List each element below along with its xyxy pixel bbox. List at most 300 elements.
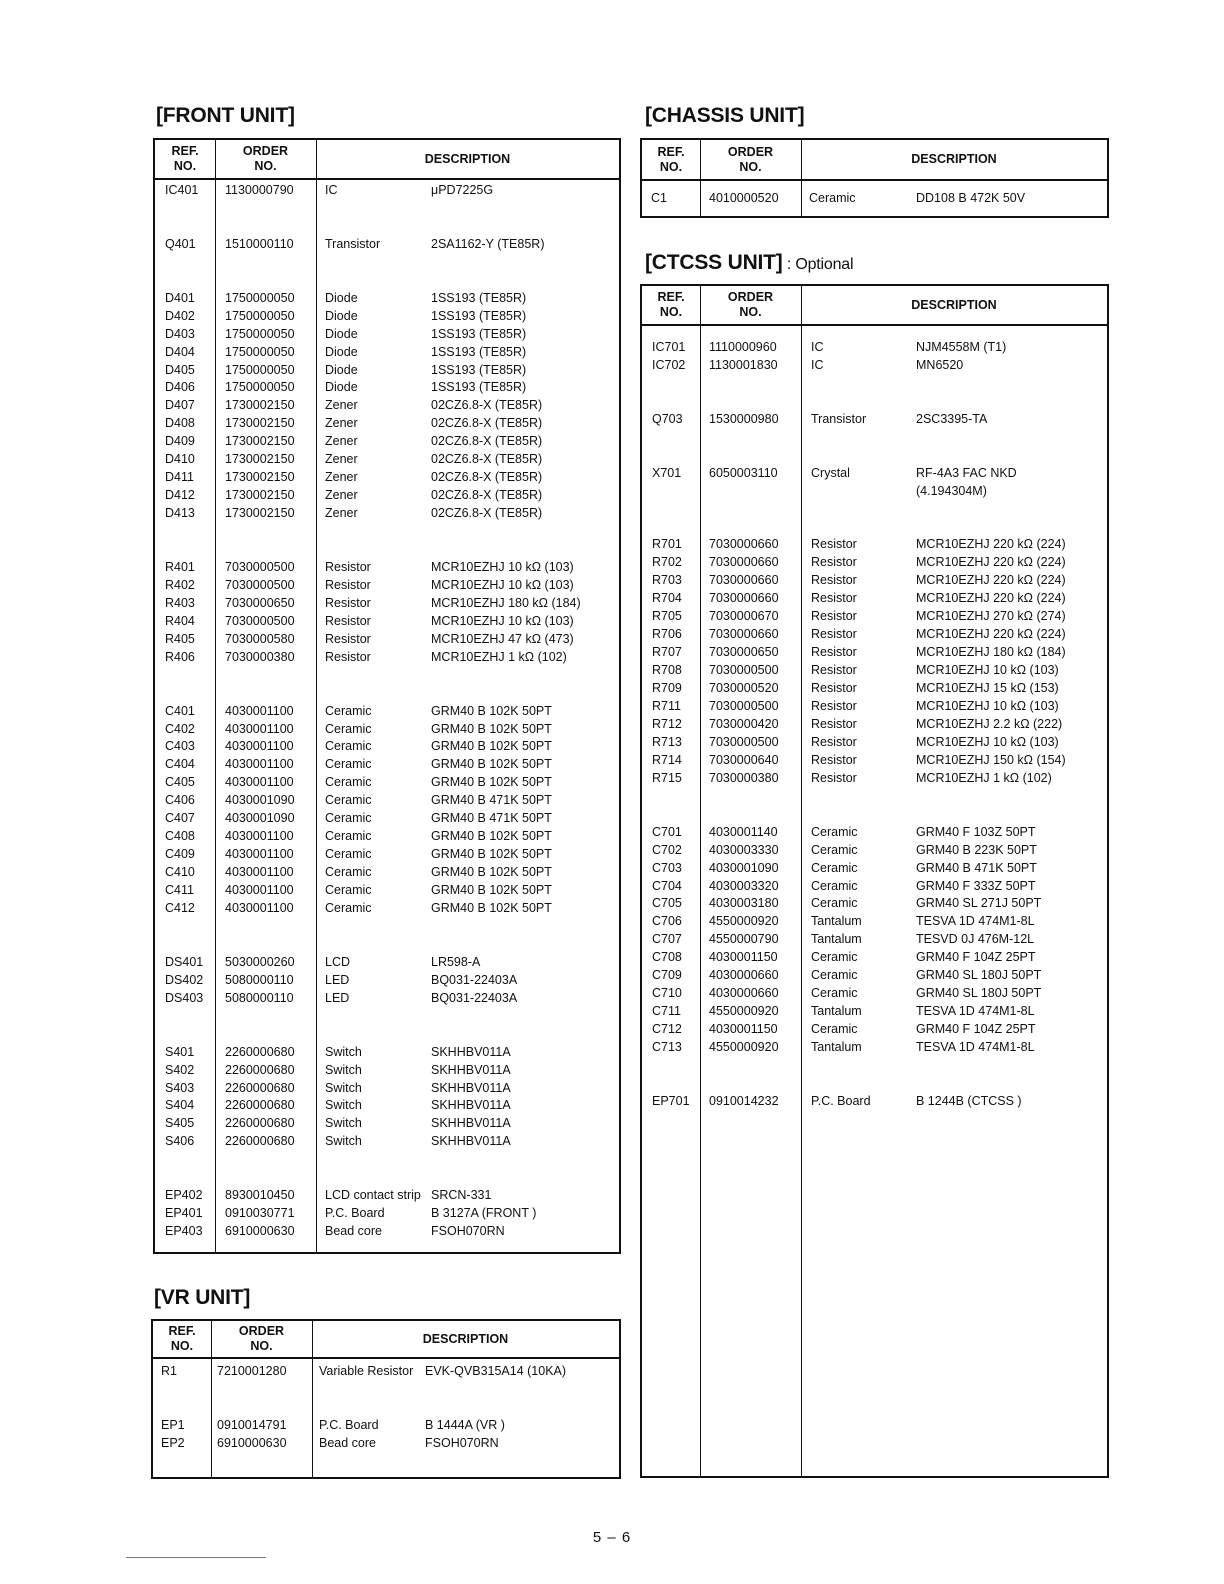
part-spec: MCR10EZHJ 220 kΩ (224): [916, 555, 1066, 570]
part-type: Ceramic: [811, 968, 858, 983]
part-type: Resistor: [811, 699, 857, 713]
part-type: IC: [811, 340, 824, 354]
part-spec: MCR10EZHJ 1 kΩ (102): [431, 649, 567, 664]
part-type: Ceramic: [811, 824, 858, 839]
parts-row: [155, 451, 619, 469]
part-type: Resistor: [811, 770, 857, 785]
ref-no: C412: [165, 901, 195, 915]
ref-no: R403: [165, 595, 195, 610]
parts-row: [642, 716, 1107, 734]
part-type: Tantalum: [811, 914, 862, 929]
parts-row: [153, 1417, 619, 1435]
parts-row: [642, 680, 1107, 698]
parts-row: [155, 864, 619, 882]
ref-no: C410: [165, 865, 195, 880]
part-type: Ceramic: [811, 1022, 858, 1037]
part-spec: 02CZ6.8-X (TE85R): [431, 452, 543, 467]
part-spec: MCR10EZHJ 150 kΩ (154): [916, 752, 1066, 767]
parts-row: [155, 649, 619, 667]
parts-row: [155, 1062, 619, 1080]
part-type: Zener: [325, 470, 358, 485]
header-label: ORDER: [727, 290, 774, 304]
order-no: 4550000920: [709, 1004, 779, 1019]
ref-no: C403: [165, 739, 195, 754]
part-type: LCD: [325, 954, 351, 969]
parts-row: [155, 433, 619, 451]
parts-row: [155, 1133, 619, 1151]
order-no: 2260000680: [225, 1044, 295, 1059]
parts-row: [155, 182, 619, 200]
order-no: 1750000050: [225, 326, 295, 341]
part-type: Resistor: [325, 649, 371, 664]
ref-no: IC701: [652, 340, 686, 354]
parts-row: [155, 810, 619, 828]
ref-no: EP403: [165, 1224, 203, 1239]
ref-no: C701: [652, 824, 682, 839]
header-label: NO.: [250, 1339, 273, 1353]
parts-row: [155, 469, 619, 487]
order-no: 7030000660: [709, 555, 779, 570]
order-no-header: [215, 140, 316, 178]
parts-row: [642, 860, 1107, 878]
part-spec: MCR10EZHJ 2.2 kΩ (222): [916, 716, 1063, 731]
ref-no: S401: [165, 1044, 195, 1059]
order-no: 7030000420: [709, 716, 779, 731]
order-no: 7030000660: [709, 573, 779, 588]
ref-no: C404: [165, 757, 195, 772]
part-spec: GRM40 B 102K 50PT: [431, 865, 552, 880]
parts-row: [642, 1021, 1107, 1039]
part-spec: GRM40 B 102K 50PT: [431, 703, 552, 718]
order-no: 0910014791: [217, 1417, 287, 1432]
parts-row: [155, 344, 619, 362]
parts-row: [642, 190, 1107, 208]
part-type: Transistor: [325, 236, 381, 251]
part-spec: GRM40 B 471K 50PT: [916, 860, 1037, 875]
ref-no: R711: [652, 699, 681, 713]
parts-row: [155, 1097, 619, 1115]
parts-row: [155, 613, 619, 631]
part-spec: SKHHBV011A: [431, 1134, 511, 1149]
part-spec: MCR10EZHJ 10 kΩ (103): [431, 577, 574, 592]
part-spec: MCR10EZHJ 10 kΩ (103): [916, 734, 1059, 749]
parts-row: [155, 236, 619, 254]
part-type: Bead core: [325, 1224, 382, 1239]
part-spec: (4.194304M): [916, 483, 987, 498]
order-no: 1730002150: [225, 416, 295, 431]
ref-no: R713: [652, 734, 682, 749]
order-no: 4030001100: [225, 901, 294, 915]
order-no-header: [700, 140, 801, 179]
parts-row: [155, 1187, 619, 1205]
part-spec: TESVA 1D 474M1-8L: [916, 914, 1035, 929]
order-no: 7030000500: [709, 734, 779, 749]
parts-row: [155, 595, 619, 613]
ref-no: C408: [165, 829, 195, 844]
ctcss-unit-title: [645, 251, 853, 275]
part-type: Resistor: [811, 537, 857, 552]
order-no: 4550000790: [709, 932, 779, 947]
order-no: 1130000790: [225, 183, 294, 197]
parts-row: [155, 990, 619, 1008]
order-no: 1730002150: [225, 398, 295, 413]
ref-no: C702: [652, 842, 682, 857]
order-no: 7030000500: [225, 559, 295, 574]
part-type: Ceramic: [325, 883, 372, 898]
part-spec: 1SS193 (TE85R): [431, 290, 527, 305]
order-no: 1730002150: [225, 470, 295, 485]
parts-row: [155, 703, 619, 721]
parts-row: [642, 626, 1107, 644]
order-no: 6050003110: [709, 465, 778, 480]
order-no: 4030001100: [225, 865, 294, 880]
part-spec: GRM40 SL 180J 50PT: [916, 986, 1042, 1001]
ref-no: C1: [651, 191, 667, 205]
ref-no: C708: [652, 950, 682, 965]
parts-row: [155, 577, 619, 595]
ref-no: DS401: [165, 954, 204, 969]
order-no: 7030000500: [225, 577, 295, 592]
header-label: NO.: [254, 159, 277, 173]
parts-row: [155, 415, 619, 433]
order-no: 7210001280: [217, 1364, 287, 1378]
parts-row: [155, 559, 619, 577]
ref-no: D403: [165, 326, 195, 341]
ref-no: D411: [165, 470, 194, 485]
column-divider: [211, 1321, 212, 1477]
part-spec: SKHHBV011A: [431, 1062, 511, 1077]
part-type: IC: [811, 357, 824, 372]
ctcss-unit-name: [CTCSS UNIT]: [645, 251, 783, 274]
part-spec: MCR10EZHJ 15 kΩ (153): [916, 681, 1059, 696]
part-type: Ceramic: [325, 757, 372, 772]
order-no: 1730002150: [225, 452, 295, 467]
order-no: 1750000050: [225, 290, 295, 305]
part-spec: GRM40 B 223K 50PT: [916, 842, 1037, 857]
part-type: IC: [325, 183, 338, 197]
part-spec: FSOH070RN: [431, 1224, 505, 1239]
order-no: 6910000630: [217, 1435, 287, 1450]
ref-no: C401: [165, 703, 195, 718]
part-spec: 1SS193 (TE85R): [431, 308, 527, 323]
order-no: 2260000680: [225, 1098, 295, 1113]
ref-no: R706: [652, 627, 682, 642]
ref-no: EP701: [652, 1093, 690, 1108]
part-spec: MCR10EZHJ 10 kΩ (103): [916, 663, 1059, 678]
order-no: 7030000580: [225, 631, 295, 646]
part-spec: GRM40 F 333Z 50PT: [916, 878, 1036, 893]
ref-no: EP401: [165, 1206, 203, 1221]
part-spec: 2SA1162-Y (TE85R): [431, 236, 545, 251]
part-type: Variable Resistor: [319, 1364, 414, 1378]
ref-no: C713: [652, 1040, 682, 1055]
part-type: Ceramic: [325, 721, 372, 736]
parts-row: [155, 505, 619, 523]
ref-no: R402: [165, 577, 195, 592]
parts-row: [155, 379, 619, 397]
part-spec: GRM40 B 471K 50PT: [431, 811, 552, 826]
description-header: [801, 140, 1107, 179]
part-type: Ceramic: [809, 191, 856, 205]
parts-row: [155, 721, 619, 739]
order-no: 4030001140: [709, 824, 778, 839]
part-spec: GRM40 B 102K 50PT: [431, 775, 552, 790]
part-type: Zener: [325, 488, 358, 503]
part-spec: GRM40 F 104Z 25PT: [916, 950, 1036, 965]
parts-row: [155, 1223, 619, 1241]
header-label: DESCRIPTION: [911, 297, 997, 312]
header-label: REF.: [657, 290, 685, 304]
ref-no: C704: [652, 878, 682, 893]
table-header: [153, 1321, 619, 1359]
parts-row: [155, 900, 619, 918]
order-no: 7030000520: [709, 681, 779, 696]
order-no: 7030000650: [709, 645, 779, 660]
order-no: 4030001100: [225, 703, 294, 718]
parts-row: [642, 572, 1107, 590]
order-no: 4030001100: [225, 775, 294, 790]
part-type: Zener: [325, 452, 358, 467]
order-no: 4030001090: [709, 860, 779, 875]
part-spec: SKHHBV011A: [431, 1080, 511, 1095]
part-type: Ceramic: [325, 775, 372, 790]
parts-row: [642, 734, 1107, 752]
parts-row: [642, 949, 1107, 967]
part-type: Ceramic: [811, 896, 858, 911]
parts-row: [155, 1205, 619, 1223]
part-spec: GRM40 B 102K 50PT: [431, 739, 552, 754]
ref-no: IC401: [165, 183, 199, 197]
ref-no: S405: [165, 1116, 195, 1131]
ref-no: D407: [165, 398, 195, 413]
part-spec: B 1244B (CTCSS ): [916, 1093, 1022, 1108]
order-no: 5030000260: [225, 954, 295, 969]
order-no: 4550000920: [709, 1040, 779, 1055]
parts-row: [642, 931, 1107, 949]
ref-no: S404: [165, 1098, 195, 1113]
parts-row: [155, 1044, 619, 1062]
part-type: Ceramic: [811, 860, 858, 875]
part-type: Resistor: [325, 595, 371, 610]
ref-no-header: [155, 140, 215, 178]
part-spec: 02CZ6.8-X (TE85R): [431, 416, 543, 431]
part-type: Resistor: [811, 627, 857, 642]
order-no: 7030000500: [709, 699, 779, 713]
ref-no: C406: [165, 793, 195, 808]
ref-no: R715: [652, 770, 682, 785]
ref-no: R712: [652, 716, 682, 731]
order-no: 4030003330: [709, 842, 779, 857]
order-no: 4030000660: [709, 968, 779, 983]
ref-no: R702: [652, 555, 682, 570]
part-type: LCD contact strip: [325, 1188, 421, 1203]
ref-no: C710: [652, 986, 682, 1001]
header-label: ORDER: [238, 1324, 285, 1338]
part-spec: 1SS193 (TE85R): [431, 380, 527, 395]
parts-row: [642, 662, 1107, 680]
part-spec: FSOH070RN: [425, 1435, 499, 1450]
vr-unit-title: [VR UNIT]: [154, 1286, 251, 1309]
part-spec: MCR10EZHJ 180 kΩ (184): [431, 595, 581, 610]
part-spec: GRM40 B 102K 50PT: [431, 721, 552, 736]
ref-no: C711: [652, 1004, 681, 1019]
ref-no: R1: [161, 1364, 177, 1378]
part-spec: MCR10EZHJ 47 kΩ (473): [431, 631, 574, 646]
header-label: NO.: [173, 159, 197, 173]
part-type: Crystal: [811, 465, 850, 480]
parts-row: [155, 308, 619, 326]
part-spec: TESVA 1D 474M1-8L: [916, 1040, 1035, 1055]
ref-no: D408: [165, 416, 195, 431]
column-divider: [312, 1321, 313, 1477]
parts-row: [642, 985, 1107, 1003]
part-spec: LR598-A: [431, 954, 481, 969]
parts-row: [642, 590, 1107, 608]
ref-no: R704: [652, 591, 682, 606]
ref-no: D409: [165, 434, 195, 449]
ref-no: D406: [165, 380, 195, 395]
part-type: Diode: [325, 290, 358, 305]
part-spec: BQ031-22403A: [431, 990, 518, 1005]
part-spec: EVK-QVB315A14 (10KA): [425, 1364, 567, 1378]
part-spec: MCR10EZHJ 220 kΩ (224): [916, 537, 1066, 552]
part-spec: B 3127A (FRONT ): [431, 1206, 537, 1221]
order-no: 1750000050: [225, 344, 295, 359]
part-spec: GRM40 SL 271J 50PT: [916, 896, 1042, 911]
parts-row: [153, 1435, 619, 1453]
ref-no-header: [153, 1321, 211, 1357]
part-type: Transistor: [811, 411, 867, 426]
order-no: 6910000630: [225, 1224, 295, 1239]
parts-row: [642, 1093, 1107, 1111]
order-no: 7030000650: [225, 595, 295, 610]
part-type: P.C. Board: [325, 1206, 385, 1221]
part-type: Resistor: [811, 663, 857, 678]
parts-row: [642, 967, 1107, 985]
order-no: 4030001090: [225, 811, 295, 826]
ref-no: R401: [165, 559, 195, 574]
ref-no: C411: [165, 883, 194, 898]
footer-rule: [126, 1557, 266, 1558]
part-type: Resistor: [811, 734, 857, 749]
part-type: Ceramic: [811, 878, 858, 893]
order-no: 1730002150: [225, 506, 295, 521]
parts-row: [642, 878, 1107, 896]
part-spec: NJM4558M (T1): [916, 340, 1007, 354]
parts-row: [155, 846, 619, 864]
ref-no: D410: [165, 452, 195, 467]
ref-no: S403: [165, 1080, 195, 1095]
part-spec: RF-4A3 FAC NKD: [916, 465, 1017, 480]
order-no: 7030000660: [709, 627, 779, 642]
order-no: 1750000050: [225, 308, 295, 323]
chassis-unit-title: [CHASSIS UNIT]: [645, 104, 805, 127]
ref-no: R406: [165, 649, 195, 664]
part-type: Ceramic: [325, 829, 372, 844]
part-type: Switch: [325, 1098, 362, 1113]
header-label: DESCRIPTION: [424, 151, 511, 166]
ref-no: D404: [165, 344, 195, 359]
order-no: 1110000960: [709, 340, 777, 354]
part-spec: GRM40 B 102K 50PT: [431, 757, 552, 772]
part-type: Diode: [325, 380, 358, 395]
parts-row: [642, 465, 1107, 483]
parts-row: [642, 644, 1107, 662]
part-type: Diode: [325, 308, 358, 323]
ref-no: R707: [652, 645, 682, 660]
part-spec: SKHHBV011A: [431, 1116, 511, 1131]
order-no: 4030001100: [225, 739, 294, 754]
part-type: Switch: [325, 1044, 362, 1059]
ref-no: S402: [165, 1062, 195, 1077]
parts-row: [642, 842, 1107, 860]
order-no: 1130001830: [709, 357, 778, 372]
parts-row: [155, 487, 619, 505]
part-type: Resistor: [811, 555, 857, 570]
parts-row: [642, 483, 1107, 501]
part-type: Zener: [325, 434, 358, 449]
header-label: DESCRIPTION: [911, 152, 997, 166]
part-spec: MCR10EZHJ 10 kΩ (103): [431, 613, 574, 628]
order-no: 7030000660: [709, 537, 779, 552]
front-unit-title: [FRONT UNIT]: [156, 104, 295, 127]
ref-no: D405: [165, 362, 195, 377]
part-type: LED: [325, 990, 350, 1005]
ref-no: R703: [652, 573, 682, 588]
front-unit-table: [153, 138, 621, 1254]
parts-row: [642, 608, 1107, 626]
description-header: [312, 1321, 619, 1357]
header-label: ORDER: [727, 144, 774, 159]
part-spec: BQ031-22403A: [431, 972, 518, 987]
order-no-header: [211, 1321, 312, 1357]
parts-row: [155, 397, 619, 415]
ctcss-optional-label: : Optional: [782, 256, 854, 273]
parts-row: [155, 631, 619, 649]
ref-no: C407: [165, 811, 195, 826]
part-spec: GRM40 B 102K 50PT: [431, 847, 552, 862]
parts-row: [642, 698, 1107, 716]
parts-row: [642, 895, 1107, 913]
parts-row: [155, 882, 619, 900]
ref-no: X701: [652, 465, 682, 480]
description-header: [801, 286, 1107, 324]
part-spec: GRM40 F 104Z 25PT: [916, 1022, 1036, 1037]
part-type: Resistor: [811, 591, 857, 606]
order-no: 1530000980: [709, 411, 779, 426]
ref-no: D412: [165, 488, 195, 503]
order-no: 4030001090: [225, 793, 295, 808]
order-no: 7030000660: [709, 591, 779, 606]
part-spec: GRM40 SL 180J 50PT: [916, 968, 1042, 983]
order-no: 5080000110: [225, 990, 294, 1005]
part-type: Zener: [325, 416, 358, 431]
header-label: NO.: [659, 159, 683, 174]
part-type: LED: [325, 972, 350, 987]
part-spec: 2SC3395-TA: [916, 411, 988, 426]
ref-no: C402: [165, 721, 195, 736]
parts-row: [153, 1363, 619, 1381]
ref-no: C409: [165, 847, 195, 862]
parts-row: [642, 1003, 1107, 1021]
order-no: 2260000680: [225, 1134, 295, 1149]
part-spec: MCR10EZHJ 220 kΩ (224): [916, 591, 1066, 606]
order-no: 1510000110: [225, 236, 294, 251]
parts-row: [155, 954, 619, 972]
order-no: 7030000380: [709, 770, 779, 785]
part-spec: TESVD 0J 476M-12L: [916, 932, 1035, 947]
part-spec: MCR10EZHJ 220 kΩ (224): [916, 627, 1066, 642]
